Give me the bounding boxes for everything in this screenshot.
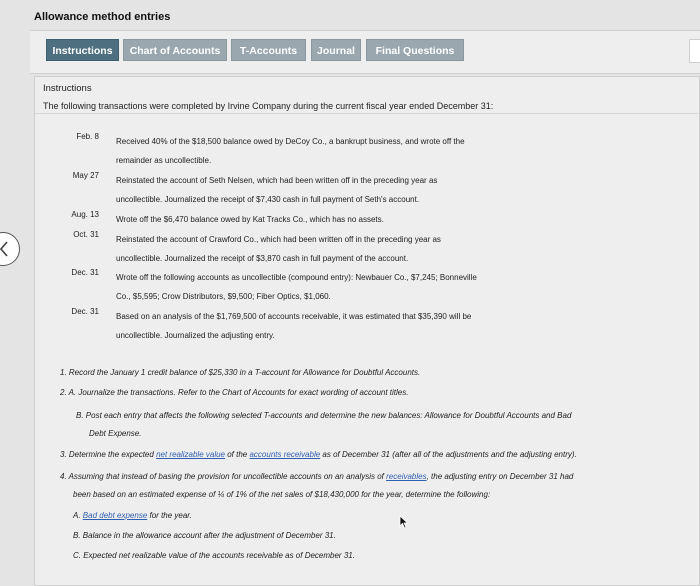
question-3-text: of the [225,450,250,459]
net-realizable-value-link[interactable]: net realizable value [156,450,225,459]
transaction-date: May 27 [72,171,99,180]
question-4-text: 4. Assuming that instead of basing the provision for uncollectible accounts on an analysis of [60,472,387,481]
transaction-line: uncollectible. Journalized the receipt of $3,870 cash in full payment of the account. [116,254,409,263]
chevron-left-icon [0,241,9,257]
transaction-line: Co., $5,595; Crow Distributors, $9,500; Fiber Optics, $1,060. [116,292,331,301]
window-title: Allowance method entries [34,11,171,23]
instructions-heading: Instructions [43,83,92,94]
transaction-date: Oct. 31 [73,230,99,239]
question-3-text: as of December 31 (after all of the adjustments and the adjusting entry). [320,450,577,459]
receivables-link[interactable]: receivables [386,472,427,481]
transaction-description [116,132,556,170]
nav-back-button[interactable] [0,232,20,266]
transaction-line: Reinstated the account of Seth Nelsen, which had been written off in the preceding year as [116,176,438,185]
tab-instructions[interactable]: Instructions [46,39,119,61]
question-3 [60,450,577,459]
question-3-text: 3. Determine the expected [60,450,157,459]
transaction-line: Received 40% of the $18,500 balance owed by DeCoy Co., a bankrupt business, and wrote off the [116,137,465,146]
transaction-date: Dec. 31 [71,268,99,277]
tab-t-accounts[interactable]: T-Accounts [231,39,306,61]
question-2b: B. Post each entry that affects the following selected T-accounts and determine the new balances: Allowance for Doubtful Accounts and Bad [76,411,572,420]
transaction-line: uncollectible. Journalized the adjusting entry. [116,331,275,340]
question-4c: C. Expected net realizable value of the accounts receivable as of December 31. [73,551,355,560]
transaction-date: Dec. 31 [71,307,99,316]
instructions-panel [34,76,700,586]
transaction-description [116,307,556,345]
tab-final-questions[interactable]: Final Questions [366,39,464,61]
question-4-cont: been based on an estimated expense of ¼ of 1% of the net sales of $18,430,000 for the year, determine the following: [73,490,491,499]
question-4a [73,511,192,520]
question-4 [60,472,573,481]
instructions-intro: The following transactions were completed by Irvine Company during the current fiscal year ended December 31: [43,101,494,111]
transaction-line: Reinstated the account of Crawford Co., which had been written off in the preceding year as [116,235,441,244]
transaction-description [116,268,556,306]
mouse-cursor-icon [399,515,409,529]
transaction-description [116,230,556,268]
question-4a-text: for the year. [147,511,192,520]
transaction-line: uncollectible. Journalized the receipt of $7,430 cash in full payment of Seth's account. [116,195,420,204]
transaction-description [116,210,556,229]
transaction-line: Based on an analysis of the $1,769,500 of accounts receivable, it was estimated that $35,390 will be [116,312,472,321]
accounts-receivable-link[interactable]: accounts receivable [249,450,321,459]
question-1: 1. Record the January 1 credit balance of $25,330 in a T-account for Allowance for Doubtful Accounts. [60,368,421,377]
question-2a: 2. A. Journalize the transactions. Refer to the Chart of Accounts for exact wording of account titles. [60,388,409,397]
question-4-text: , the adjusting entry on December 31 had [426,472,574,481]
transaction-line: remainder as uncollectible. [116,156,212,165]
tabbar-overflow [689,39,700,63]
tab-bar [30,30,700,74]
tab-chart-of-accounts[interactable]: Chart of Accounts [123,39,227,61]
question-2b-cont: Debt Expense. [89,429,142,438]
transaction-description [116,171,556,209]
transaction-line: Wrote off the following accounts as uncollectible (compound entry): Newbauer Co., $7,245; Bonneville [116,273,477,282]
question-4b: B. Balance in the allowance account after the adjustment of December 31. [73,531,336,540]
instructions-header [35,77,699,114]
transaction-line: Wrote off the $6,470 balance owed by Kat Tracks Co., which has no assets. [116,215,384,224]
question-4a-text: A. [73,511,83,520]
transaction-date: Aug. 13 [71,210,99,219]
bad-debt-expense-link[interactable]: Bad debt expense [82,511,148,520]
tab-journal[interactable]: Journal [311,39,361,61]
transaction-date: Feb. 8 [76,132,99,141]
